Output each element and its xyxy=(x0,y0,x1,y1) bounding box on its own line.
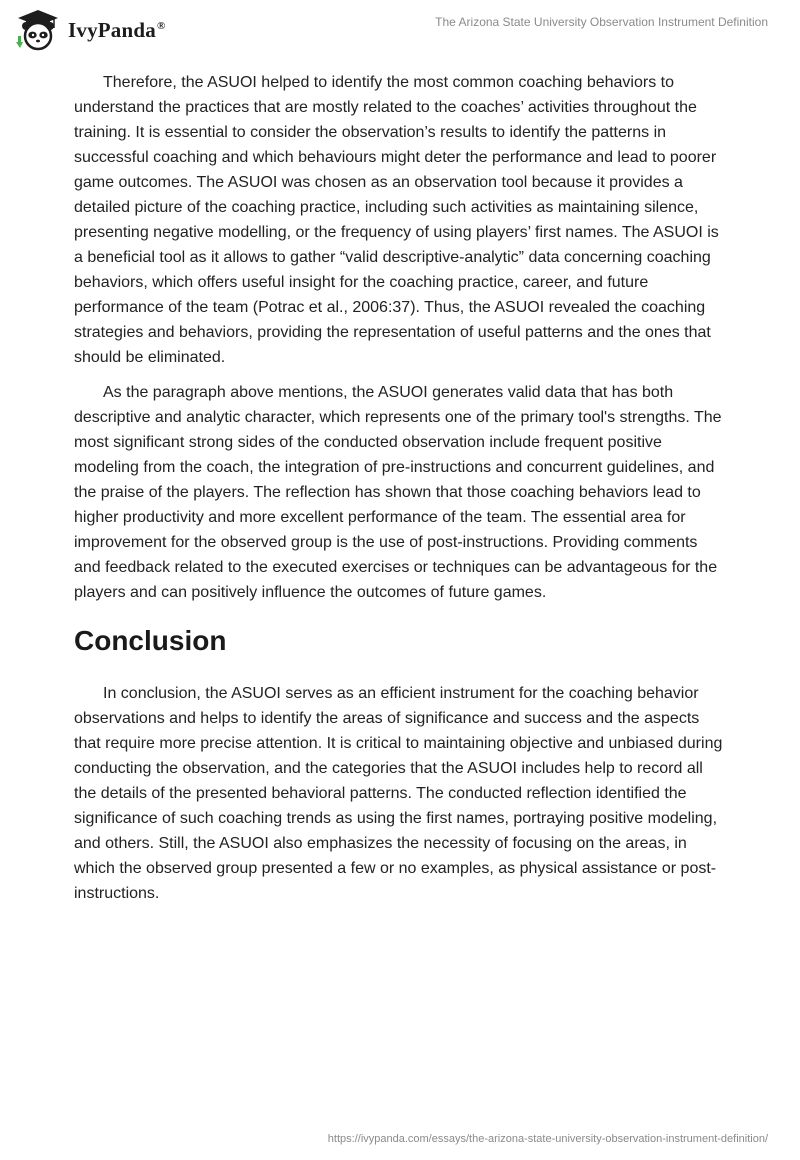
ivypanda-logo[interactable] xyxy=(14,8,165,52)
brand-name: IvyPanda® xyxy=(68,17,166,42)
section-heading-conclusion: Conclusion xyxy=(74,625,227,656)
essay-content xyxy=(74,70,728,916)
panda-graduate-icon xyxy=(14,8,62,52)
paragraph-strengths: As the paragraph above mentions, the ASUOI generates valid data that has both descriptive and analytic character, which represents one of the primary tool's strengths. The most significant strong sides of the conducted observation include frequent positive modeling from the coach, the integration of pre-instructions and concurrent guidelines, and the praise of the players. The reflection has shown that those coaching behaviors lead to higher productivity and more excellent performance of the team. The essential area for improvement for the observed group is the use of post-instructions. Providing comments and feedback related to the executed exercises or techniques can be advantageous for the players and can positively influence the outcomes of future games. xyxy=(74,384,722,601)
registered-mark: ® xyxy=(156,19,166,32)
paragraph-asuoi-identification: Therefore, the ASUOI helped to identify the most common coaching behaviors to understand the practices that are mostly related to the coaches’ activities throughout the training. It is essential to consider the observation’s results to identify the patterns in successful coaching and which behaviours might deter the performance and lead to poorer game outcomes. The ASUOI was chosen as an observation tool because it provides a detailed picture of the coaching practice, including such activities as maintaining silence, presenting negative modelling, or the frequency of using players’ first names. The ASUOI is a beneficial tool as it allows to gather “valid descriptive-analytic” data concerning coaching behaviors, which offers useful insight for the coaching practice, career, and future performance of the team (Potrac et al., 2006:37). Thus, the ASUOI revealed the coaching strategies and behaviors, providing the representation of useful patterns and the ones that should be eliminated. xyxy=(74,74,719,366)
paragraph-conclusion: In conclusion, the ASUOI serves as an efficient instrument for the coaching behavior observations and helps to identify the areas of significance and success and the aspects that require more precise attention. It is critical to maintaining objective and unbiased during conducting the observation, and the categories that the ASUOI includes help to record all the details of the presented behavioral patterns. The conducted reflection identified the significance of such coaching trends as using the first names, portraying positive modeling, and others. Still, the ASUOI also emphasizes the necessity of focusing on the areas, in which the observed group presented a few or no examples, as physical assistance or post-instructions. xyxy=(74,685,723,902)
source-url[interactable]: https://ivypanda.com/essays/the-arizona-state-university-observation-instrument-definition/ xyxy=(327,1133,768,1145)
document-title: The Arizona State University Observation Instrument Definition xyxy=(435,15,768,29)
page-header xyxy=(0,0,800,60)
